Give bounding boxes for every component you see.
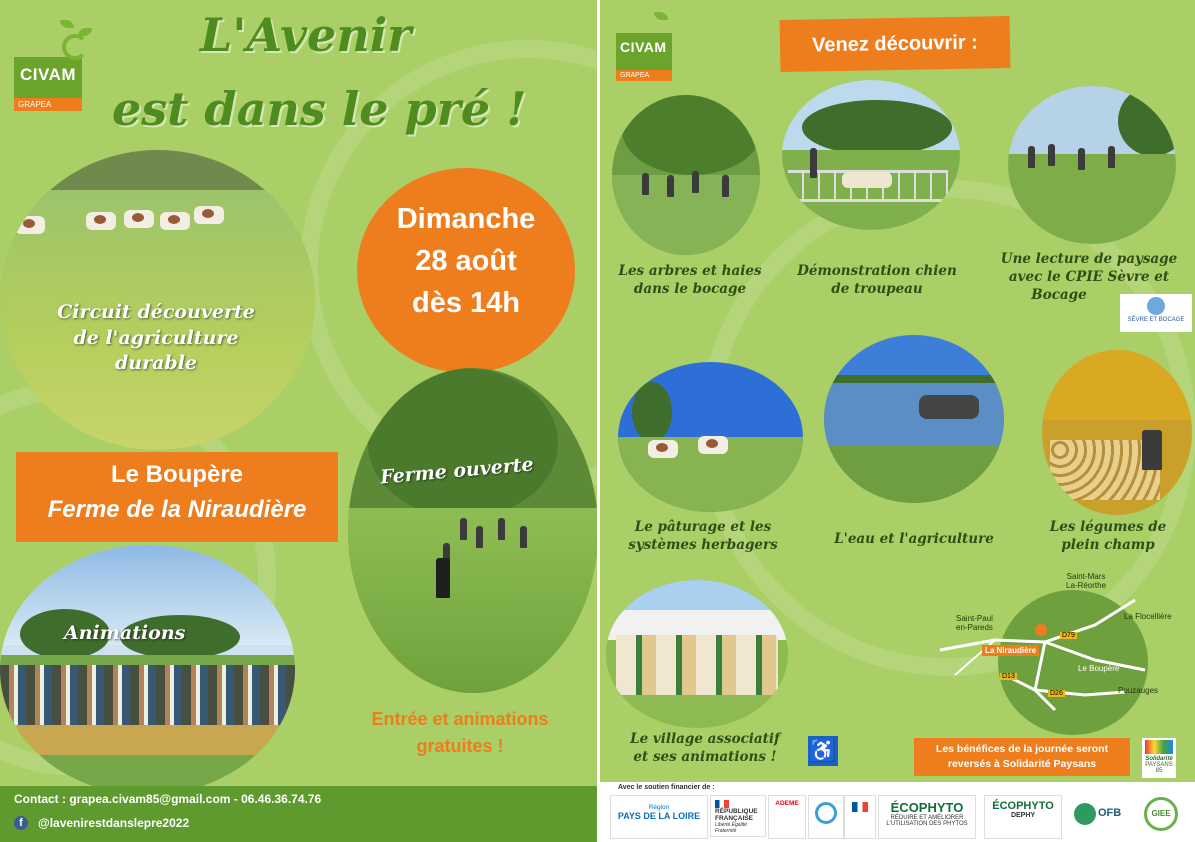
map-road [1005,675,1125,695]
water-agency-icon [815,802,837,824]
main-title-line1: L'Avenir [200,8,412,62]
flyer-front-page [0,0,597,842]
photo-landscape [1008,86,1176,244]
partner-giee: GIEE [1140,795,1182,837]
map-label-boupere: Le Boupère [1078,664,1120,673]
map-label-pouzauges: Pouzauges [1118,686,1159,695]
wheelchair-icon: ♿ [808,736,838,766]
civam-logo: CIVAM GRAPEA [14,57,82,111]
spiral-icon [62,34,88,60]
leaf-icon [654,12,668,20]
photo-hedges [612,95,760,255]
caption-hedges: Les arbres et haies dans le bocage [618,263,762,298]
photo-sheepdog [782,80,960,230]
map-label-saint-mars: Saint-Mars La-Réorthe [1066,572,1107,590]
support-label: Avec le soutien financier de : [618,784,715,791]
map-road-d13: D13 [1002,673,1015,680]
benefits-banner: Les bénéfices de la journée seront reversés à Solidarité Paysans [914,738,1130,776]
flyer-back-page [600,0,1195,842]
ofb-globe-icon [1074,803,1096,825]
animations-text: Animations [64,622,186,644]
partner-republique-francaise: RÉPUBLIQUE FRANÇAISE Liberté Égalité Fraternité [710,795,766,837]
main-title-line2: est dans le pré ! [112,82,527,136]
photo-village [606,580,788,728]
caption-grazing: Le pâturage et les systèmes herbagers [628,519,778,554]
ferme-ouverte-text: Ferme ouverte [379,453,535,489]
partner-ecophyto: ÉCOPHYTO RÉDUIRE ET AMÉLIORER L'UTILISATION DES PHYTOS [878,795,976,839]
date-badge: Dimanche 28 août dès 14h [357,168,575,373]
map-label-saint-paul: Saint-Paul en-Pareds [956,614,993,632]
photo-animations [0,545,295,795]
solidarite-figures-icon [1145,740,1173,754]
leaf-icon [60,20,74,28]
location-banner: Le Boupère Ferme de la Niraudière [16,452,338,542]
facebook-icon: f [14,816,28,830]
civam-logo: CIVAM GRAPEA [616,33,672,81]
cpie-emblem-icon [1147,297,1165,315]
contact-footer [0,786,597,842]
map-label-la-flocelliere: La Flocellière [1124,612,1172,621]
free-entry-text: Entrée et animations gratuites ! [371,709,549,756]
photo-grazing [618,362,803,512]
caption-vegetables: Les légumes de plein champ [1049,519,1167,554]
map-label-niraudiere: La Niraudière [982,645,1039,656]
partner-ofb: OFB [1070,795,1128,837]
map-road-d79: D79 [1062,632,1075,639]
partner-ademe: ADEME [768,795,806,839]
partner-ecophyto-dephy: ÉCOPHYTO DEPHY [984,795,1062,839]
partner-ministere [844,795,876,839]
french-flag-icon [852,802,868,812]
photo-open-farm [348,368,597,693]
caption-village: Le village associatif et ses animations ! [630,731,780,766]
caption-landscape: Une lecture de paysage avec le CPIE Sèvre et Bocage [1000,251,1178,304]
discover-heading: Venez découvrir : [780,16,1011,72]
circuit-text: Circuit découverte de l'agriculture durable [57,301,255,375]
french-flag-icon [715,800,729,808]
caption-sheepdog: Démonstration chien de troupeau [797,263,957,298]
contact-text: Contact : grapea.civam85@gmail.com - 06.46.36.74.76 [14,792,322,806]
facebook-handle[interactable]: @lavenirestdanslepre2022 [38,816,190,830]
caption-water: L'eau et l'agriculture [834,531,994,547]
partner-agence-eau [808,795,844,839]
photo-water [824,335,1004,503]
partner-pays-de-la-loire: Région PAYS DE LA LOIRE [610,795,708,839]
cpie-logo: SÈVRE ET BOCAGE [1120,294,1192,332]
road-map [935,580,1185,740]
map-road-d26: D26 [1050,690,1063,697]
photo-vegetables [1042,350,1192,515]
solidarite-paysans-logo: Solidarité PAYSANS 85 [1142,738,1176,778]
location-pin-icon [1035,624,1047,636]
